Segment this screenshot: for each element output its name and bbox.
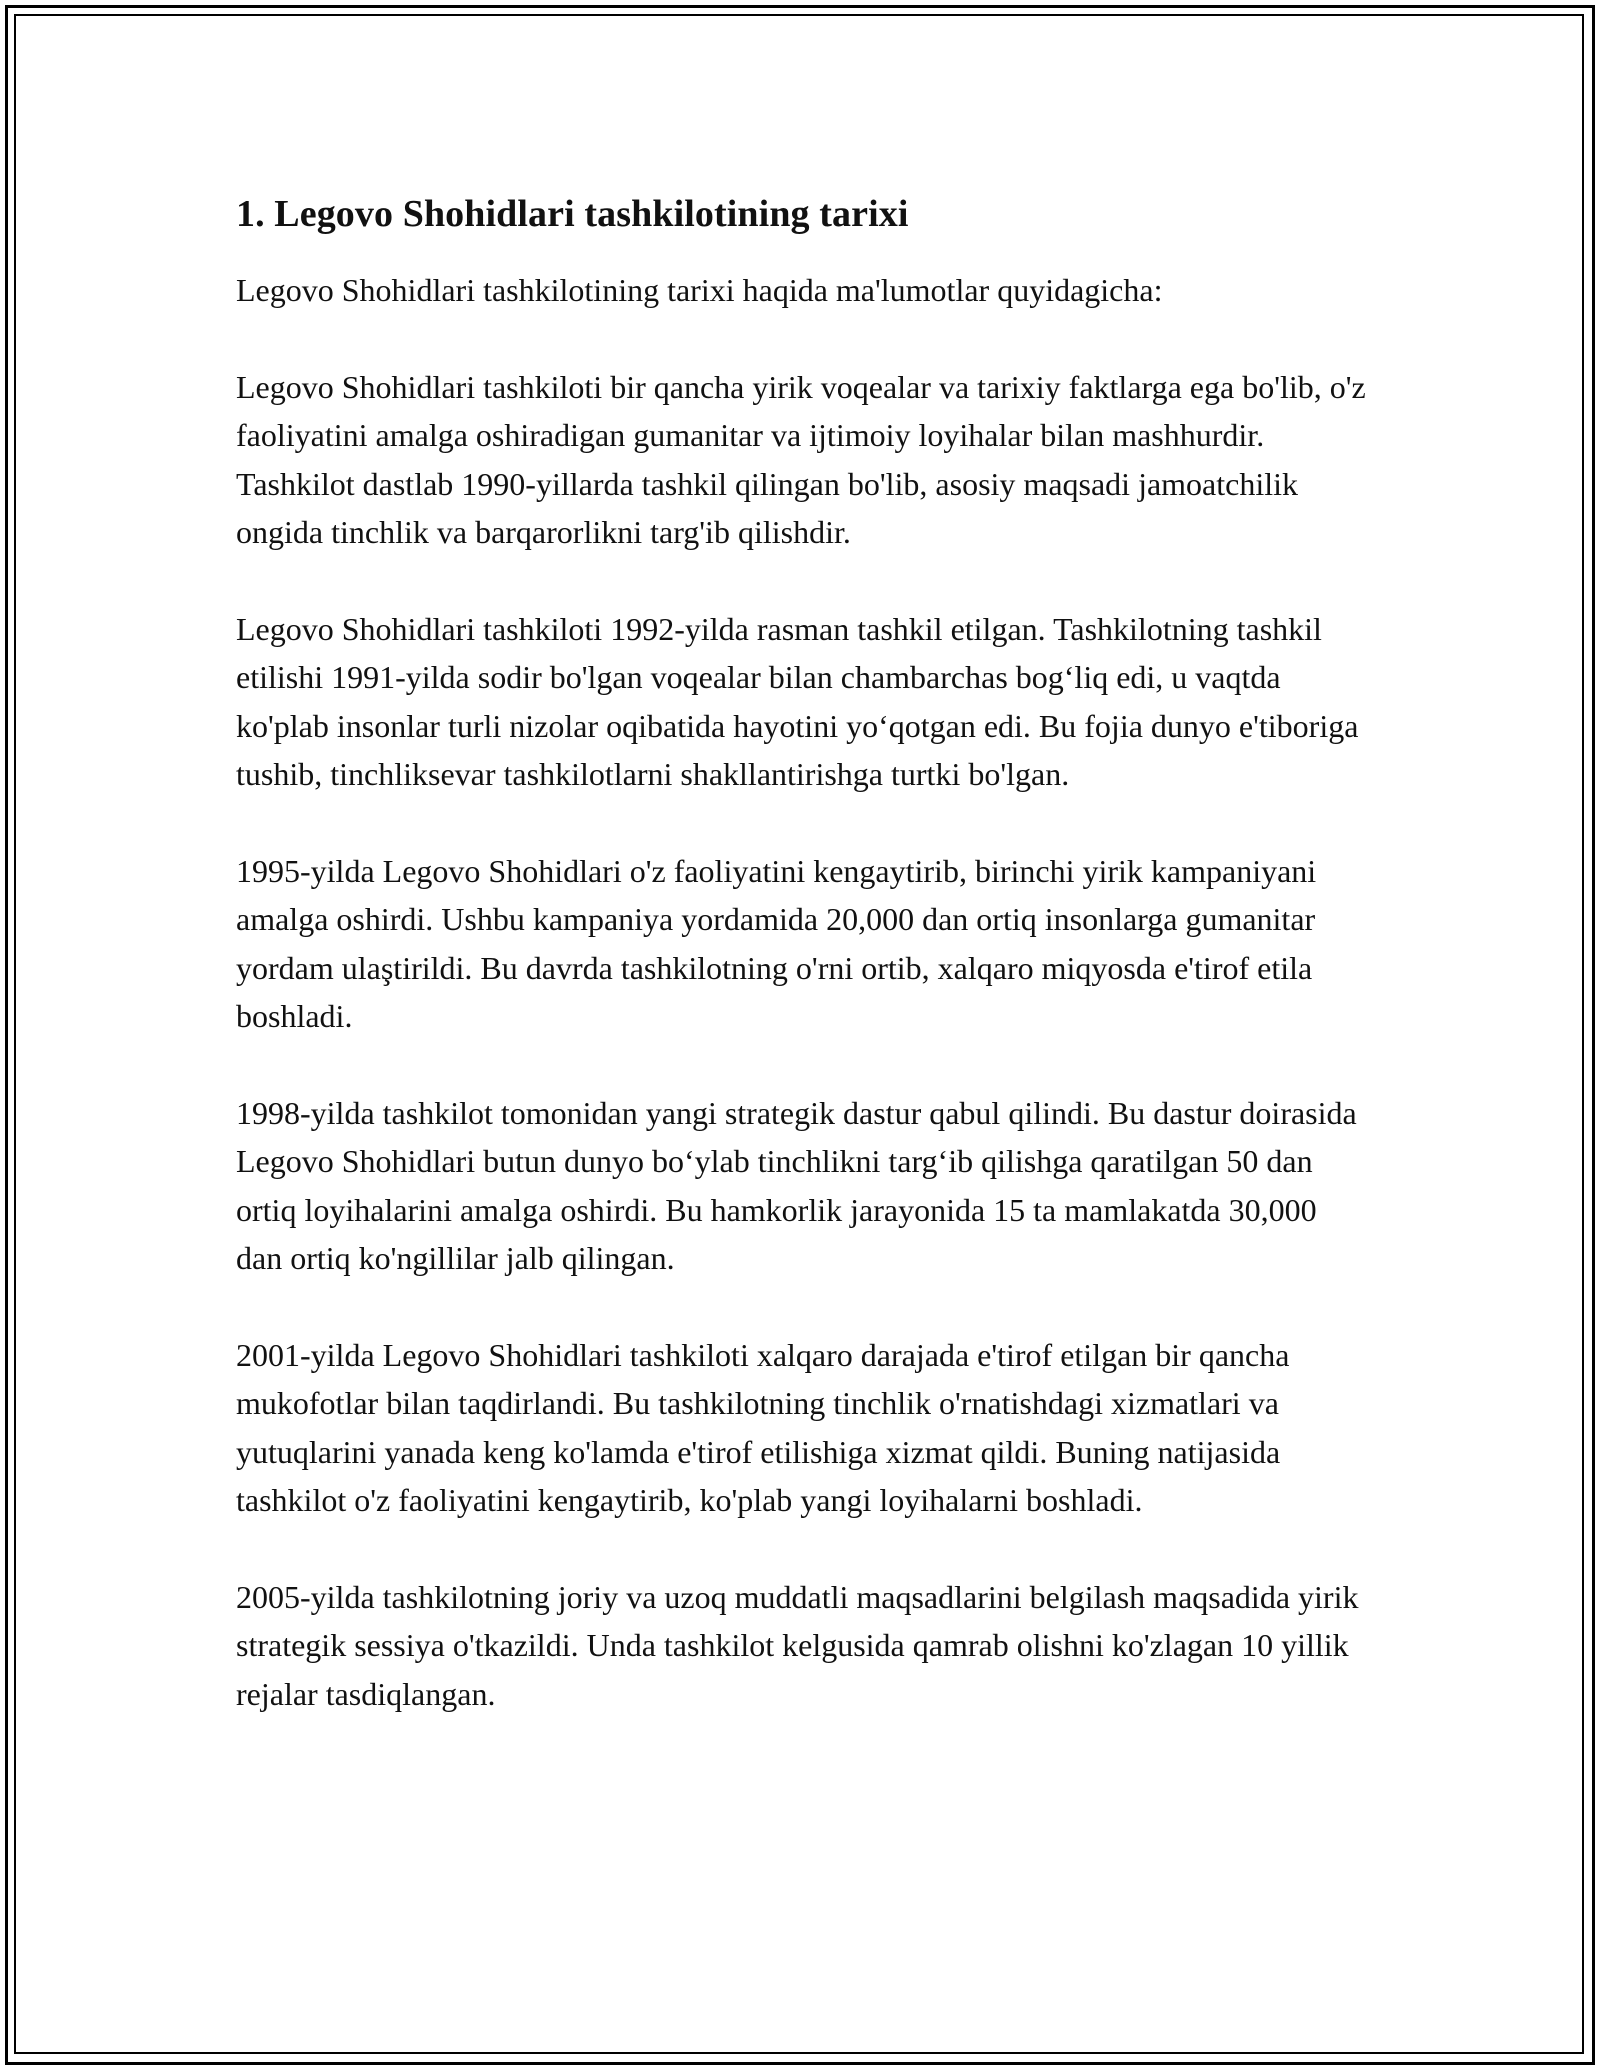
paragraph-1995: 1995-yilda Legovo Shohidlari o'z faoliyatini kengaytirib, birinchi yirik kampaniyani amalga oshirdi. Ushbu kampaniya yordamida 20,000 dan ortiq insonlarga gumanitar yordam ulaştirildi. Bu davrda tashkilotning o'rni ortib, xalqaro miqyosda e'tirof etila boshladi. [236,852,1317,1035]
paragraph-1998: 1998-yilda tashkilot tomonidan yangi strategik dastur qabul qilindi. Bu dastur doirasida Legovo Shohidlari butun dunyo bo‘ylab tinchlikni targ‘ib qilishga qaratilgan 50 dan ortiq loyihalarini amalga oshirdi. Bu hamkorlik jarayonida 15 ta mamlakatda 30,000 dan ortiq ko'ngillilar jalb qilingan. [236,1094,1357,1277]
paragraph-2005: 2005-yilda tashkilotning joriy va uzoq muddatli maqsadlarini belgilash maqsadida yirik strategik sessiya o'tkazildi. Unda tashkilot kelgusida qamrab olishni ko'zlagan 10 yillik rejalar tasdiqlangan. [236,1578,1359,1712]
paragraph-2001: 2001-yilda Legovo Shohidlari tashkiloti xalqaro darajada e'tirof etilgan bir qancha mukofotlar bilan taqdirlandi. Bu tashkilotning tinchlik o'rnatishdagi xizmatlari va yutuqlarini yanada keng ko'lamda e'tirof etilishiga xizmat qildi. Buning natijasida tashkilot o'z faoliyatini kengaytirib, ko'plab yangi loyihalarni boshladi. [236,1336,1290,1519]
paragraph-founding: Legovo Shohidlari tashkiloti bir qancha yirik voqealar va tarixiy faktlarga ega bo'lib, o'z faoliyatini amalga oshiradigan gumanitar va ijtimoiy loyihalar bilan mashhurdir. Tashkilot dastlab 1990-yillarda tashkil qilingan bo'lib, asosiy maqsadi jamoatchilik ongida tinchlik va barqarorlikni targ'ib qilishdir. [236,368,1366,551]
document-body [236,186,1366,1718]
intro-paragraph: Legovo Shohidlari tashkilotining tarixi haqida ma'lumotlar quyidagicha: [236,272,1163,308]
paragraph-1992: Legovo Shohidlari tashkiloti 1992-yilda rasman tashkil etilgan. Tashkilotning tashkil etilishi 1991-yilda sodir bo'lgan voqealar bilan chambarchas bog‘liq edi, u vaqtda ko'plab insonlar turli nizolar oqibatida hayotini yo‘qotgan edi. Bu fojia dunyo e'tiboriga tushib, tinchliksevar tashkilotlarni shakllantirishga turtki bo'lgan. [236,610,1359,793]
section-heading: 1. Legovo Shohidlari tashkilotining tarixi [236,193,909,235]
